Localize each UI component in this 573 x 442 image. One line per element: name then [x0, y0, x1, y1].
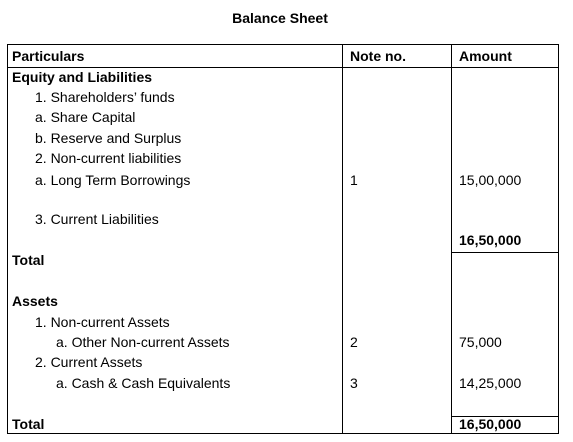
balance-sheet-table [7, 44, 559, 434]
amount-value: 15,00,000 [459, 172, 522, 188]
row-label: 1. Non-current Assets [35, 314, 170, 330]
header-note: Note no. [350, 48, 406, 64]
row-label: 2. Non-current liabilities [35, 150, 182, 166]
column-divider [342, 45, 343, 433]
column-divider [451, 45, 452, 433]
row-label-total: Total [12, 416, 45, 432]
note-number: 3 [350, 375, 358, 391]
note-number: 2 [350, 334, 358, 350]
row-label: 2. Current Assets [35, 354, 143, 370]
row-label: a. Other Non-current Assets [56, 334, 230, 350]
row-label-total: Total [12, 252, 45, 268]
note-number: 1 [350, 172, 358, 188]
page-title: Balance Sheet [232, 10, 328, 26]
row-label: a. Cash & Cash Equivalents [56, 375, 231, 391]
header-amount: Amount [459, 48, 512, 64]
row-label: a. Long Term Borrowings [35, 172, 191, 188]
row-label: a. Share Capital [35, 109, 136, 125]
row-label: 3. Current Liabilities [35, 211, 159, 227]
section-heading-equity-liabilities: Equity and Liabilities [12, 69, 153, 85]
amount-value: 75,000 [459, 334, 502, 350]
row-label: b. Reserve and Surplus [35, 130, 182, 146]
row-label: 1. Shareholders’ funds [35, 89, 175, 105]
header-particulars: Particulars [12, 48, 85, 64]
total-amount-value: 16,50,000 [459, 232, 522, 248]
section-heading-assets: Assets [12, 293, 58, 309]
total-amount-rule [452, 252, 558, 253]
amount-value: 14,25,000 [459, 375, 522, 391]
total-amount-value: 16,50,000 [459, 416, 522, 432]
